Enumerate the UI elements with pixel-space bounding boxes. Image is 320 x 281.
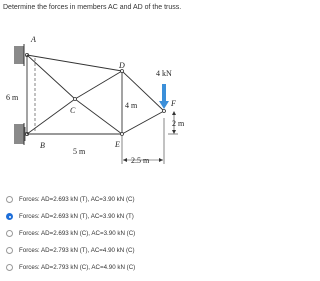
radio-option-1[interactable] — [6, 196, 13, 203]
option-2[interactable] — [6, 208, 198, 225]
label-joint-b: B — [40, 141, 45, 150]
option-4[interactable] — [6, 242, 198, 259]
label-joint-d: D — [119, 61, 125, 70]
option-1[interactable] — [6, 191, 198, 208]
label-dim-4m: 4 m — [125, 101, 138, 110]
label-load: 4 kN — [156, 69, 172, 78]
label-joint-f: F — [171, 99, 176, 108]
label-joint-c: C — [70, 106, 76, 115]
member-ce — [75, 99, 122, 134]
member-ef — [122, 111, 164, 134]
label-dim-5m: 5 m — [73, 147, 86, 156]
wall-support-a — [14, 46, 24, 64]
label-joint-e: E — [115, 140, 120, 149]
option-1-label: Forces: AD=2.693 kN (T), AC=3.90 kN (C) — [19, 196, 135, 203]
option-3[interactable] — [6, 225, 198, 242]
label-joint-a: A — [31, 35, 36, 44]
truss-figure — [0, 28, 200, 178]
truss-diagram — [0, 28, 200, 178]
radio-option-2[interactable] — [6, 213, 13, 220]
label-dim-2m: 2 m — [172, 119, 185, 128]
label-dim-2-5m: 2.5 m — [131, 156, 150, 165]
member-cd — [75, 71, 122, 99]
radio-option-3[interactable] — [6, 230, 13, 237]
wall-support-b — [14, 124, 24, 144]
joint-c — [74, 98, 77, 101]
radio-option-4[interactable] — [6, 247, 13, 254]
member-bc — [27, 99, 75, 134]
question-text: Determine the forces in members AC and AD of the truss. — [3, 4, 182, 11]
load-arrow-icon — [159, 84, 169, 109]
joint-e — [121, 133, 124, 136]
radio-option-5[interactable] — [6, 264, 13, 271]
option-2-label: Forces: AD=2.693 kN (T), AC=3.90 kN (T) — [19, 213, 134, 220]
label-dim-6m: 6 m — [6, 93, 19, 102]
joint-f — [163, 110, 166, 113]
option-3-label: Forces: AD=2.693 kN (C), AC=3.90 kN (C) — [19, 230, 136, 237]
answer-options — [6, 191, 198, 276]
option-5[interactable] — [6, 259, 198, 276]
option-5-label: Forces: AD=2.793 kN (C), AC=4.90 kN (C) — [19, 264, 136, 271]
truss-members — [27, 55, 164, 134]
option-4-label: Forces: AD=2.793 kN (T), AC=4.90 kN (C) — [19, 247, 135, 254]
